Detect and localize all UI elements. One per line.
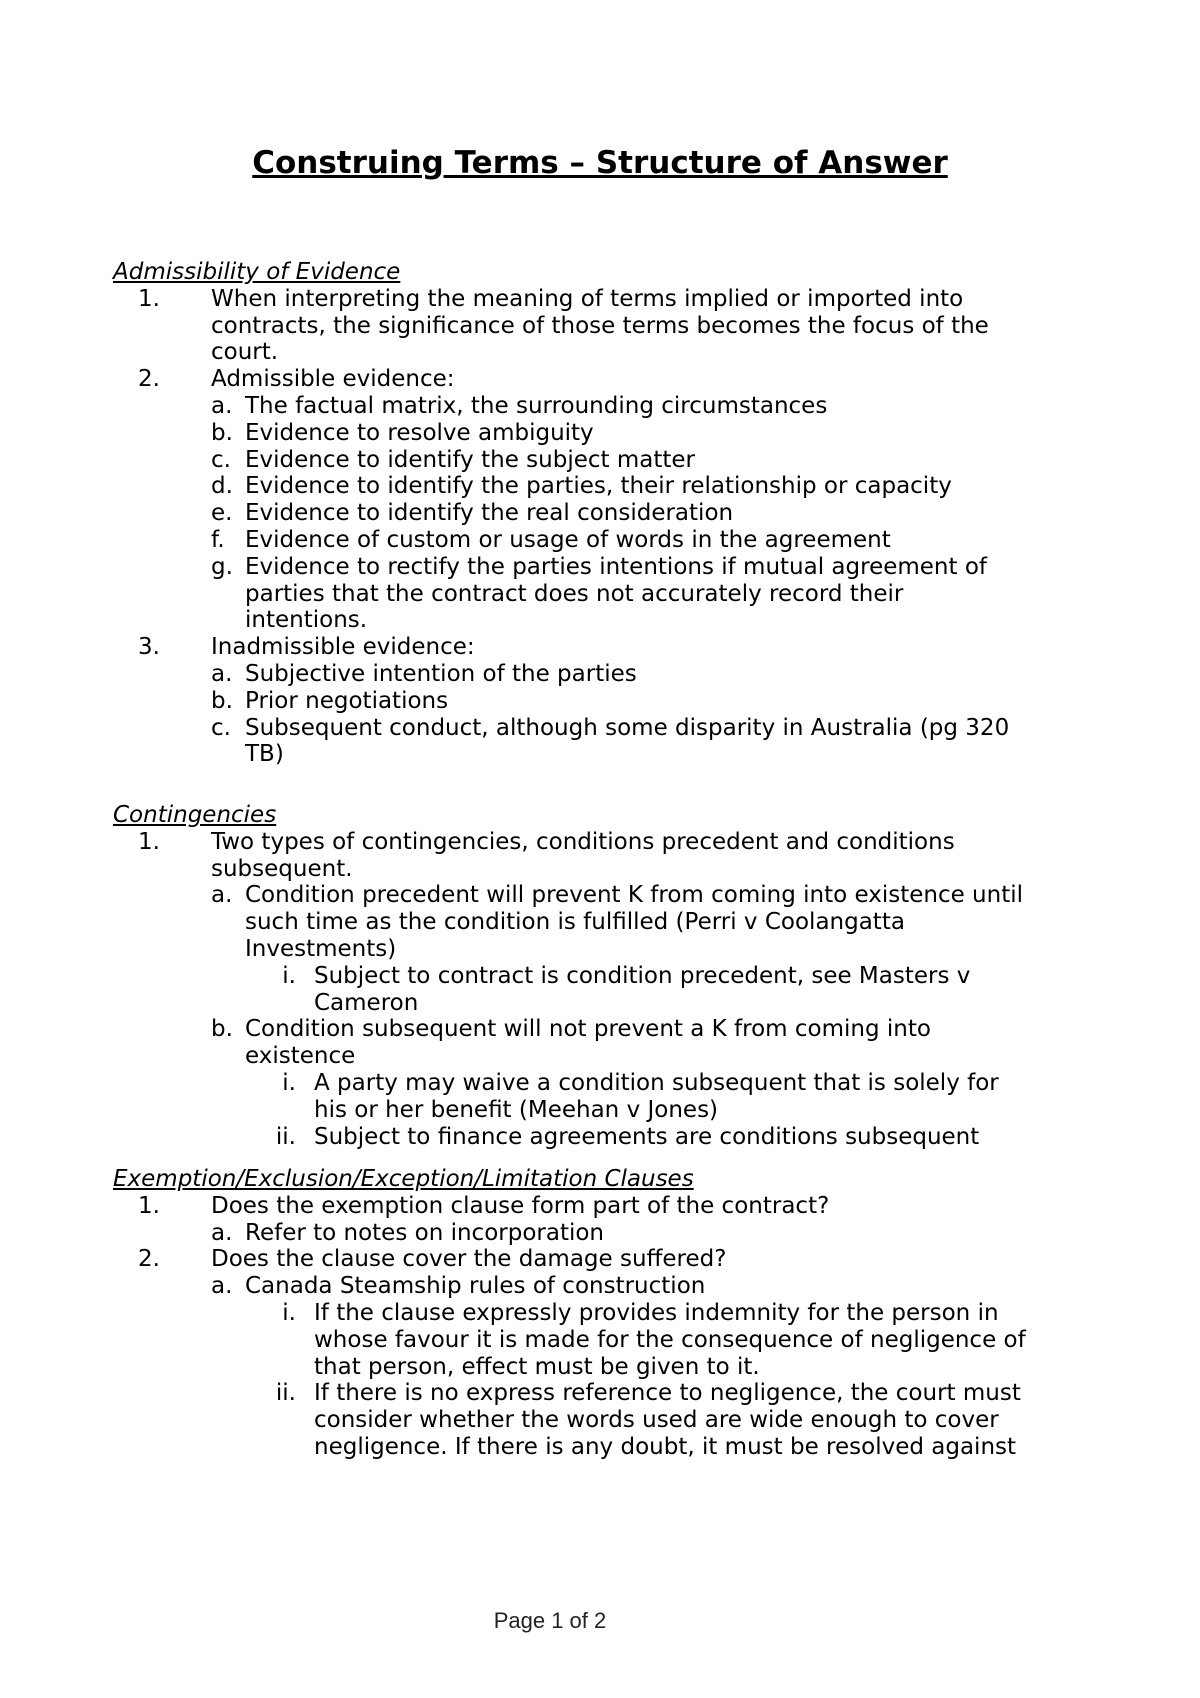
list-item-text: Prior negotiations <box>245 687 449 714</box>
list-item-text: Condition subsequent will not prevent a K from coming into <box>245 1016 931 1043</box>
list-item-text: his or her benefit (Meehan v Jones) <box>314 1096 719 1123</box>
list-item-text: Cameron <box>314 989 419 1016</box>
list-marker: g. <box>211 553 233 580</box>
list-item-text: TB) <box>245 741 284 768</box>
list-marker: i. <box>282 1300 296 1326</box>
list-item-text: consider whether the words used are wide enough to cover <box>314 1407 999 1434</box>
list-marker: f. <box>211 527 225 553</box>
list-item-text: Evidence to resolve ambiguity <box>245 419 594 446</box>
list-item-text: court. <box>211 339 279 366</box>
list-item-text: The factual matrix, the surrounding circumstances <box>245 393 828 419</box>
list-marker: 1. <box>138 1192 160 1219</box>
list-marker: i. <box>282 962 296 989</box>
list-item-text: Canada Steamship rules of construction <box>245 1273 706 1300</box>
list-item-text: Does the exemption clause form part of the contract? <box>211 1192 830 1219</box>
list-item-text: Evidence to identify the real consideration <box>245 500 734 527</box>
list-item-text: Evidence to rectify the parties intentions if mutual agreement of <box>245 553 988 580</box>
list-marker: 2. <box>138 1246 160 1273</box>
section-heading: Admissibility of Evidence <box>113 259 401 285</box>
list-marker: a. <box>211 661 233 687</box>
list-item-text: whose favour it is made for the consequence of negligence of <box>314 1326 1026 1353</box>
list-marker: b. <box>211 687 233 714</box>
list-item-text: parties that the contract does not accurately record their <box>245 580 904 607</box>
list-item-text: Does the clause cover the damage suffered? <box>211 1246 727 1273</box>
list-item-text: contracts, the significance of those terms becomes the focus of the <box>211 312 989 339</box>
list-item-text: When interpreting the meaning of terms implied or imported into <box>211 285 964 312</box>
list-marker: a. <box>211 393 233 419</box>
list-item-text: If there is no express reference to negligence, the court must <box>314 1380 1021 1407</box>
list-item-text: A party may waive a condition subsequent that is solely for <box>314 1070 999 1096</box>
list-marker: 2. <box>138 366 160 393</box>
list-item-text: Admissible evidence: <box>211 366 455 393</box>
list-marker: e. <box>211 500 233 527</box>
list-item-text: Investments) <box>245 936 397 962</box>
list-item-text: Two types of contingencies, conditions precedent and conditions <box>211 828 955 855</box>
list-marker: a. <box>211 1273 233 1300</box>
page-footer: Page 1 of 2 <box>493 1608 607 1633</box>
list-marker: b. <box>211 419 233 446</box>
list-marker: c. <box>211 714 231 741</box>
section-heading: Exemption/Exclusion/Exception/Limitation Clauses <box>113 1166 694 1192</box>
list-item-text: intentions. <box>245 607 368 634</box>
list-item-text: Inadmissible evidence: <box>211 634 475 661</box>
list-marker: ii. <box>275 1123 296 1150</box>
section-heading: Contingencies <box>113 802 277 828</box>
list-item-text: Subsequent conduct, although some disparity in Australia (pg 320 <box>245 714 1010 741</box>
list-item-text: negligence. If there is any doubt, it must be resolved against <box>314 1434 1017 1460</box>
list-item-text: Subject to contract is condition precedent, see Masters v <box>314 962 971 989</box>
list-item-text: existence <box>245 1043 356 1070</box>
list-marker: d. <box>211 473 233 500</box>
list-item-text: that person, effect must be given to it. <box>314 1353 760 1380</box>
list-item-text: If the clause expressly provides indemnity for the person in <box>314 1300 999 1326</box>
list-item-text: Subjective intention of the parties <box>245 661 637 687</box>
list-item-text: such time as the condition is fulfilled (Perri v Coolangatta <box>245 909 905 936</box>
list-marker: ii. <box>275 1380 296 1407</box>
list-marker: 1. <box>138 285 160 312</box>
list-marker: i. <box>282 1070 296 1096</box>
list-marker: b. <box>211 1016 233 1043</box>
page-title: Construing Terms – Structure of Answer <box>252 145 948 181</box>
list-marker: 1. <box>138 828 160 855</box>
list-marker: 3. <box>138 634 160 661</box>
list-item-text: Evidence to identify the parties, their relationship or capacity <box>245 473 952 500</box>
list-item-text: Condition precedent will prevent K from coming into existence until <box>245 882 1024 909</box>
list-marker: a. <box>211 882 233 909</box>
list-marker: a. <box>211 1219 233 1246</box>
list-item-text: Evidence to identify the subject matter <box>245 446 695 473</box>
list-item-text: Refer to notes on incorporation <box>245 1219 605 1246</box>
list-item-text: Evidence of custom or usage of words in the agreement <box>245 527 891 553</box>
list-item-text: subsequent. <box>211 855 353 882</box>
list-item-text: Subject to finance agreements are conditions subsequent <box>314 1123 980 1150</box>
list-marker: c. <box>211 446 231 473</box>
